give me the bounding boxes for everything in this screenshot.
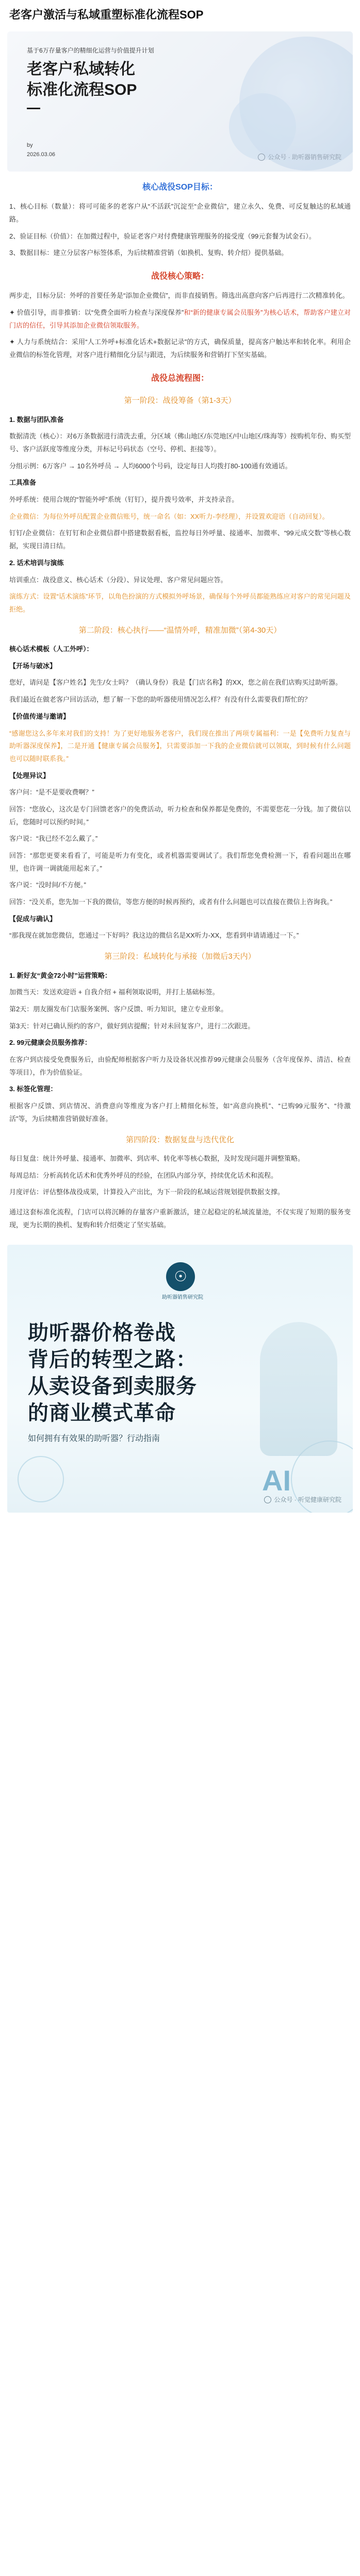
paragraph: 每日复盘：统计外呼量、接通率、加微率、到店率、转化率等核心数据，及时发现问题并调整策略。 (9, 1155, 305, 1163)
phase-heading: 第二阶段：核心执行——“温情外呼，精准加微”（第4-30天） (78, 625, 282, 635)
paragraph: 在客户到店接受免费服务后，由验配师根据客户听力及设备状况推荐99元健康会员服务（含年度保养、清洁、检查等项目），作为价值验证。 (9, 1056, 351, 1076)
article-body (0, 180, 360, 1232)
banner-watermark (264, 1494, 341, 1506)
banner-ai-text: AI (262, 1464, 291, 1497)
wechat-icon (264, 1496, 271, 1503)
subheading: 【促成与确认】 (9, 914, 57, 923)
paragraph: 客户说：“我已经不怎么戴了。” (9, 835, 98, 843)
cover-title-line2: 标准化流程SOP (27, 81, 137, 98)
paragraph: “那我现在就加您微信，您通过一下好吗？我这边的微信名是XX听力-XX，您看到申请请通过一下。” (9, 931, 299, 940)
paragraph: 分组示例：6万客户 → 10名外呼员 → 人均6000个号码，设定每日人均拨打80-100通有效通话。 (9, 462, 292, 470)
paragraph: 钉钉/企业微信：在钉钉和企业微信群中搭建数据看板，监控每日外呼量、接通率、加微率、“99元成交数”等核心数据，实现日清日结。 (9, 529, 351, 550)
banner-watermark-text: 公众号 · 听觉健康研究院 (274, 1496, 341, 1503)
paragraph: 演练方式：设置“话术演练”环节，以角色扮演的方式模拟外呼场景，确保每个外呼员都能熟练应对客户的常见问题及拒绝。 (9, 592, 351, 613)
section-heading: 核心战役SOP目标： (142, 182, 218, 192)
banner-org-label: 助听器销售研究院 (162, 1295, 203, 1301)
cover-decoration (229, 93, 296, 160)
section-heading: 战役总流程图： (151, 374, 209, 383)
banner-title-line2: 背后的转型之路： (28, 1348, 197, 1371)
section-heading: 战役核心策略： (151, 272, 209, 281)
subheading: 【处理异议】 (9, 771, 50, 779)
subheading: 1. 数据与团队准备 (9, 415, 64, 423)
subheading: 【开场与破冰】 (9, 662, 57, 670)
cover-watermark-text: 公众号 · 助听器销售研究院 (268, 154, 341, 161)
paragraph: 月度评估：评估整体战役成果，计算投入产出比，为下一阶段的私域运营规划提供数据支撑。 (9, 1188, 285, 1196)
paragraph: ✦ 人力与系统结合：采用“人工外呼+标准化话术+数据记录”的方式，确保质量，提高客户触达率和转化率。利用企业微信的标签化管理，对客户进行精细化分层与跟进，为后续服务和营销打下坚实基础。 (9, 338, 351, 359)
phase-heading: 第一阶段：战役筹备（第1-3天） (124, 396, 236, 405)
subheading: 2. 话术培训与演练 (9, 558, 64, 567)
paragraph: 加微当天：发送欢迎语 + 自我介绍 + 福利领取说明，并打上基础标签。 (9, 988, 219, 996)
paragraph: 根据客户反馈、到店情况、消费意向等维度为客户打上精细化标签，如“高意向换机”、“已购99元服务”、“待激活”等，为后续精准营销做好准备。 (9, 1102, 351, 1123)
paragraph: 客户说：“没时间/不方便。” (9, 881, 86, 889)
promo-banner[interactable] (7, 1245, 353, 1513)
banner-title-line4: 的商业模式革命 (28, 1402, 176, 1425)
paragraph: 客户问：“是不是要收费啊？” (9, 788, 94, 796)
cover-divider (27, 108, 40, 109)
cover-author: by (27, 142, 33, 148)
banner-decoration (18, 1456, 64, 1502)
paragraph: 2、验证目标（价值）：在加微过程中，验证老客户对付费健康管理服务的接受度（99元套餐为试金石）。 (9, 232, 316, 240)
paragraph: 第2天：朋友圈发布门店服务案例、客户反馈、听力知识，建立专业形象。 (9, 1005, 228, 1013)
ear-logo-icon: ☉ (166, 1262, 195, 1291)
subheading: 【价值传递与邀请】 (9, 712, 70, 720)
paragraph: 回答：“那您更要来看看了，可能是听力有变化，或者机器需要调试了。我们帮您免费检测一下，看看问题出在哪里，也许调一调就能用起来了。” (9, 852, 351, 872)
cover-image (7, 31, 353, 172)
subheading: 核心话术模板（人工外呼）： (9, 645, 93, 653)
paragraph: 3、数据目标：建立分层客户标签体系，为后续精准营销（如换机、复购、转介绍）提供基础。 (9, 249, 288, 257)
paragraph: 两步走，目标分层：外呼的首要任务是“添加企业微信”，而非直接销售。筛选出高意向客户后再进行二次精准转化。 (9, 292, 349, 300)
paragraph: 企业微信：为每位外呼员配置企业微信账号，统一命名（如：XX听力-李经理），并设置欢迎语（自动回复）。 (9, 512, 329, 520)
paragraph (9, 307, 351, 332)
subheading: 2. 99元健康会员服务推荐： (9, 1039, 91, 1047)
banner-person-illustration (260, 1322, 337, 1456)
paragraph: 第3天：针对已确认预约的客户，做好到店提醒；针对未回复客户，进行二次跟进。 (9, 1022, 255, 1030)
highlight-text: 和“新的健康专属会员服务”为核心话术，帮助客户建立对门店的信任，引导其添加企业微信领取服务。 (9, 309, 351, 329)
wechat-icon (258, 154, 265, 161)
paragraph: 通过这套标准化流程，门店可以将沉睡的存量客户重新激活，建立起稳定的私域流量池，不仅实现了短期的服务变现，更为长期的换机、复购和转介绍奠定了坚实基础。 (9, 1208, 351, 1229)
paragraph: 回答：“没关系，您先加一下我的微信，等您方便的时候再预约，或者有什么问题也可以直接在微信上咨询我。” (9, 898, 333, 906)
paragraph: 培训重点：战役意义、核心话术（分段）、异议处理、客户常见问题应答。 (9, 575, 227, 584)
banner-subtitle: 如何拥有有效果的助听器？行动指南 (28, 1434, 160, 1444)
paragraph: 我们最近在做老客户回访活动，想了解一下您的助听器使用情况怎么样？有没有什么需要我们帮忙的？ (9, 696, 312, 704)
subheading: 3. 标签化管理： (9, 1085, 57, 1093)
subheading: 1. 新好友“黄金72小时”运营策略： (9, 971, 111, 979)
paragraph: 回答：“您放心，这次是专门回馈老客户的免费活动，听力检查和保养都是免费的，不需要您花一分钱。加了微信以后，您随时可以预约时间。” (9, 805, 351, 826)
phase-heading: 第四阶段：数据复盘与迭代优化 (125, 1135, 234, 1144)
paragraph: 外呼系统：使用合规的“智能外呼”系统（钉钉），提升拨号效率，并支持录音。 (9, 496, 239, 504)
article-title: 老客户激活与私域重塑标准化流程SOP (9, 8, 204, 21)
paragraph: “感谢您这么多年来对我们的支持！为了更好地服务老客户，我们现在推出了两项专属福利：一是【免费听力复查与助听器深度保养】，二是开通【健康专属会员服务】，只需要添加一下我的企业微信就可以领取，到时候有什么问题也可以随时联系我。” (9, 729, 351, 762)
cover-title-line1: 老客户私域转化 (27, 60, 135, 78)
cover-subtitle: 基于6万存量客户的精细化运营与价值提升计划 (27, 46, 154, 54)
phase-heading: 第三阶段：私域转化与承接（加微后3天内） (104, 952, 256, 961)
text-span: ✦ 价值引导，而非推销：以“免费全面听力检查与深度保养” (9, 309, 184, 317)
cover-watermark (258, 151, 341, 163)
cover-date: 2026.03.06 (27, 151, 56, 158)
paragraph: 1、核心目标（数量）：将可可能多的老客户从“不活跃”沉淀至“企业微信”，建立永久、免费、可反复触达的私域通路。 (9, 202, 351, 223)
paragraph: 每周总结：分析高转化话术和优秀外呼员的经验，在团队内部分享，持续优化话术和流程。 (9, 1171, 278, 1179)
subheading: 工具准备 (9, 479, 37, 487)
banner-title-line3: 从卖设备到卖服务 (28, 1375, 197, 1398)
banner-title-line1: 助听器价格卷战 (28, 1321, 176, 1345)
paragraph: 您好，请问是【客户姓名】先生/女士吗？（确认身份）我是【门店名称】的XX，您之前在我们店购买过助听器。 (9, 679, 342, 687)
paragraph: 数据清洗（核心）：对6万条数据进行清洗去重，分区域（佛山地区/东莞地区/中山地区/珠海等）按购机年份、购买型号、客户活跃度等维度分类，并标记号码状态（空号、停机、拒接等）。 (9, 432, 351, 453)
